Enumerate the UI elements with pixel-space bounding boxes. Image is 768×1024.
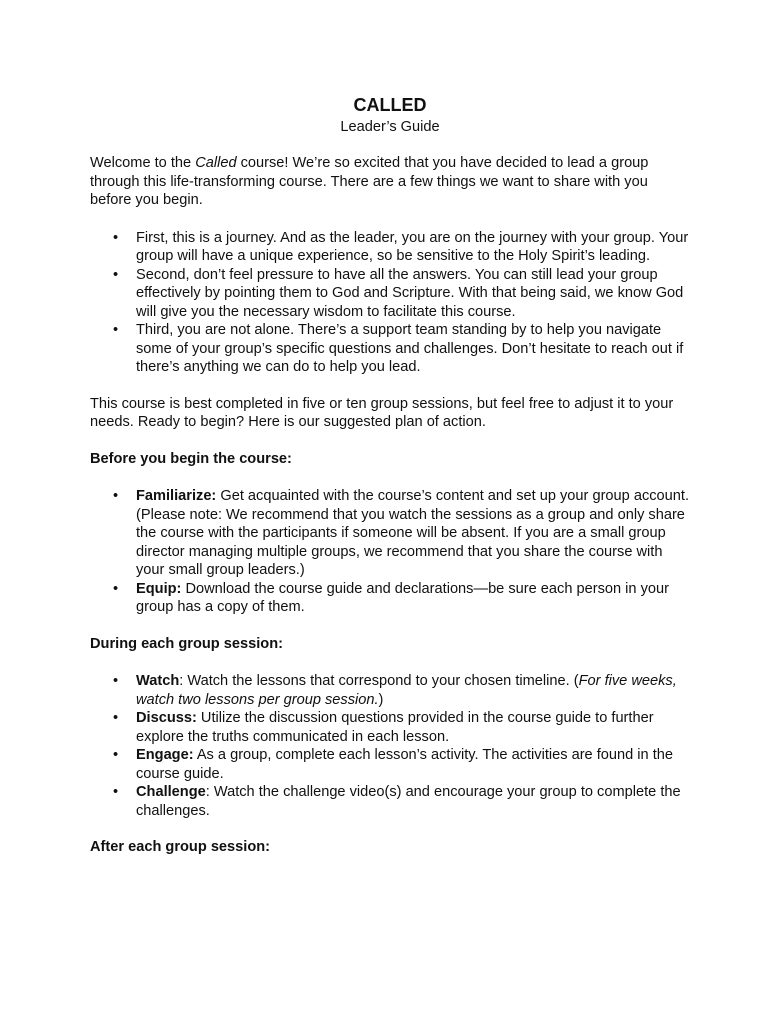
before-heading: Before you begin the course: xyxy=(90,450,292,467)
plan-paragraph: This course is best completed in five or ten group sessions, but feel free to adjust it to your needs. Ready to begin? Here is our suggested plan of action. xyxy=(90,395,674,430)
course-name: Called xyxy=(195,155,237,171)
intro-list xyxy=(90,229,690,377)
bullet-icon: • xyxy=(113,747,119,763)
bullet-icon: • xyxy=(113,266,119,283)
bullet-icon: • xyxy=(113,784,119,800)
bullet-icon: • xyxy=(113,322,119,338)
list-item: • Second, don’t feel pressure to have all the answers. You can still lead your group effectively by pointing them to God and Scripture. With that being said, we know God will give you the necessary wisdom to facilitate this course. xyxy=(113,266,684,320)
bullet-icon: • xyxy=(113,580,119,597)
before-list xyxy=(90,487,690,617)
during-list xyxy=(90,672,690,820)
bullet-icon: • xyxy=(113,229,119,246)
bullet-icon: • xyxy=(113,673,119,689)
list-item: • Third, you are not alone. There’s a support team standing by to help you navigate some of your group’s specific questions and challenges. Don’t hesitate to reach out if there’s anything we can do to help you lead. xyxy=(113,322,684,375)
list-item: • Equip: Download the course guide and declarations—be sure each person in your group has a copy of them. xyxy=(113,580,669,615)
list-item: • First, this is a journey. And as the leader, you are on the journey with your group. Your group will have a unique experience, so be sensitive to the Holy Spirit’s leading. xyxy=(113,229,689,264)
list-item: • Watch: Watch the lessons that correspond to your chosen timeline. (For five weeks, watch two lessons per group session.) xyxy=(113,673,677,708)
bullet-icon: • xyxy=(113,488,119,504)
document-title: CALLED xyxy=(353,95,427,115)
document-subtitle: Leader’s Guide xyxy=(340,119,440,135)
list-item: • Engage: As a group, complete each lesson’s activity. The activities are found in the course guide. xyxy=(113,747,674,782)
document-page xyxy=(90,94,690,857)
bullet-icon: • xyxy=(113,710,119,726)
during-heading: During each group session: xyxy=(90,635,283,652)
list-item: • Familiarize: Get acquainted with the course’s content and set up your group account. (Please note: We recommend that you watch the sessions as a group and only share the course with the participants if someone will be absent. If you are a small group director managing multiple groups, we recommend that you share the course with your small group leaders.) xyxy=(113,488,690,578)
list-item: • Discuss: Utilize the discussion questions provided in the course guide to further explore the truths communicated in each lesson. xyxy=(113,710,654,745)
after-heading: After each group session: xyxy=(90,839,271,855)
intro-paragraph: Welcome to the Called course! We’re so excited that you have decided to lead a group through this life-transforming course. There are a few things we want to share with you before you begin. xyxy=(90,155,649,208)
list-item: • Challenge: Watch the challenge video(s) and encourage your group to complete the challenges. xyxy=(113,784,681,819)
